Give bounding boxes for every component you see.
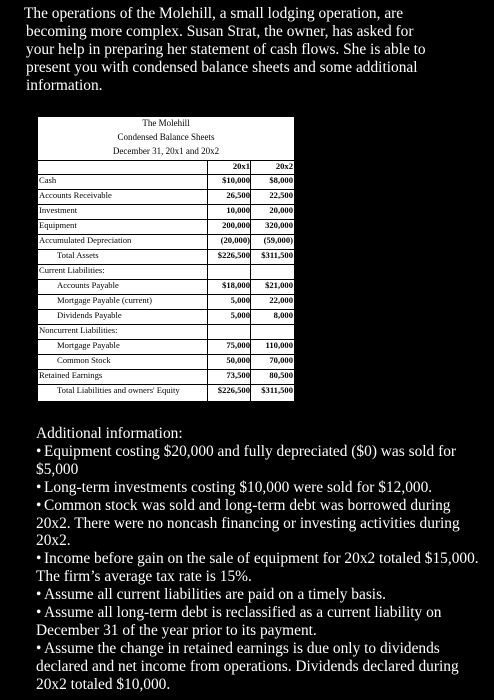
additional-information: [36, 425, 488, 694]
grid-line: [37, 339, 295, 340]
grid-line: [37, 204, 295, 205]
value-20x2: $311,500: [261, 385, 293, 395]
question-line: becoming more complex. Susan Strat, the owner, has asked for: [26, 23, 414, 40]
value-20x2: 22,000: [269, 295, 293, 305]
row-label: Mortgage Payable (current): [57, 295, 152, 305]
grid-line: [37, 384, 295, 385]
bullet-icon: •: [36, 586, 42, 604]
grid-line: [37, 174, 295, 175]
info-item: • Income before gain on the sale of equipment for 20x2 totaled $15,000. The firm’s average tax rate is 15%.: [36, 550, 479, 586]
bullet-icon: •: [36, 550, 42, 568]
value-20x1: 5,000: [230, 310, 250, 320]
table-row: [37, 311, 295, 321]
row-label: Accounts Receivable: [39, 190, 112, 200]
table-row: [37, 191, 295, 201]
balance-sheet: [37, 117, 295, 402]
info-item: • Equipment costing $20,000 and fully depreciated ($0) was sold for $5,000: [36, 442, 457, 478]
grid-line: [37, 309, 295, 310]
row-label: Common Stock: [57, 355, 111, 365]
table-row: [37, 266, 295, 276]
value-20x1: 73,500: [226, 370, 250, 380]
value-20x2: $21,000: [265, 280, 293, 290]
bullet-icon: •: [36, 442, 42, 460]
row-label: Total Assets: [57, 250, 99, 260]
value-20x2: 22,500: [269, 190, 293, 200]
grid-line: [37, 160, 295, 161]
row-label: Accumulated Depreciation: [39, 235, 132, 245]
col-20x1-header: 20x1: [232, 161, 250, 171]
table-row: [37, 251, 295, 261]
question-line: information.: [26, 77, 103, 94]
value-20x1: $10,000: [222, 175, 250, 185]
info-item: • Common stock was sold and long-term debt was borrowed during 20x2. There were no noncash financing or investing activities during 20x2.: [36, 496, 460, 550]
value-20x1: $226,500: [217, 385, 250, 395]
grid-line: [37, 369, 295, 370]
row-label: Total Liabilities and owners' Equity: [57, 385, 180, 395]
row-label: Dividends Payable: [57, 310, 122, 320]
table-row: [37, 236, 295, 246]
grid-line: [37, 234, 295, 235]
value-20x1: 10,000: [226, 205, 250, 215]
row-label: Current Liabilities:: [39, 265, 105, 275]
question-number: [6, 5, 24, 23]
grid-line: [37, 219, 295, 220]
value-20x2: 110,000: [265, 340, 293, 350]
value-20x2: 20,000: [269, 205, 293, 215]
value-20x2: 8,000: [273, 310, 293, 320]
grid-line: [37, 324, 295, 325]
info-item: • Assume all current liabilities are paid on a timely basis.: [36, 586, 386, 604]
sheet-date: December 31, 20x1 and 20x2: [112, 146, 220, 156]
value-20x1: 200,000: [222, 220, 250, 230]
row-label: Accounts Payable: [57, 280, 119, 290]
bullet-icon: •: [36, 604, 42, 622]
value-20x2: $8,000: [269, 175, 293, 185]
info-item: • Long-term investments costing $10,000 were sold for $12,000.: [36, 478, 433, 496]
column-header-row: [37, 162, 295, 172]
table-row: [37, 326, 295, 336]
table-row: [37, 206, 295, 216]
grid-line: [37, 189, 295, 190]
question-line: present you with condensed balance sheets and some additional: [26, 59, 418, 76]
value-20x1: $18,000: [222, 280, 250, 290]
table-row: [37, 371, 295, 381]
grid-line: [37, 401, 295, 402]
table-row: [37, 341, 295, 351]
sheet-title: The Molehill: [142, 118, 190, 128]
table-row: [37, 386, 295, 396]
grid-line: [37, 249, 295, 250]
value-20x1: 5,000: [230, 295, 250, 305]
question-line: your help in preparing her statement of cash flows. She is able to: [26, 41, 426, 58]
table-row: [37, 281, 295, 291]
row-label: Equipment: [39, 220, 77, 230]
value-20x2: 320,000: [265, 220, 293, 230]
bullet-icon: •: [36, 478, 42, 496]
table-row: [37, 356, 295, 366]
value-20x2: 70,000: [269, 355, 293, 365]
value-20x2: (59,000): [263, 235, 293, 245]
grid-line: [37, 294, 295, 295]
value-20x2: $311,500: [261, 250, 293, 260]
value-20x1: 75,000: [226, 340, 250, 350]
value-20x1: (20,000): [220, 235, 250, 245]
sheet-subtitle: Condensed Balance Sheets: [117, 132, 215, 142]
bullet-icon: •: [36, 496, 42, 514]
row-label: Investment: [39, 205, 78, 215]
table-row: [37, 296, 295, 306]
value-20x1: 26,500: [226, 190, 250, 200]
value-20x2: 80,500: [269, 370, 293, 380]
row-label: Cash: [39, 175, 57, 185]
question-line: The operations of the Molehill, a small lodging operation, are: [6, 5, 488, 23]
bullet-icon: •: [36, 639, 42, 657]
info-item: • Assume all long-term debt is reclassified as a current liability on December 31 of the year prior to its payment.: [36, 604, 442, 639]
value-20x1: $226,500: [217, 250, 250, 260]
grid-line: [37, 279, 295, 280]
value-20x1: 50,000: [226, 355, 250, 365]
row-label: Retained Earnings: [39, 370, 103, 380]
row-label: Mortgage Payable: [57, 340, 120, 350]
col-20x2-header: 20x2: [275, 161, 293, 171]
grid-line: [37, 354, 295, 355]
row-label: Noncurrent Liabilities:: [39, 325, 118, 335]
additional-title: Additional information:: [36, 425, 183, 442]
table-row: [37, 176, 295, 186]
table-row: [37, 221, 295, 231]
question-text: [6, 5, 488, 95]
grid-line: [37, 264, 295, 265]
info-item: • Assume the change in retained earnings is due only to dividends declared and net income from operations. Dividends declared during 20x2 totaled $10,000.: [36, 639, 459, 693]
